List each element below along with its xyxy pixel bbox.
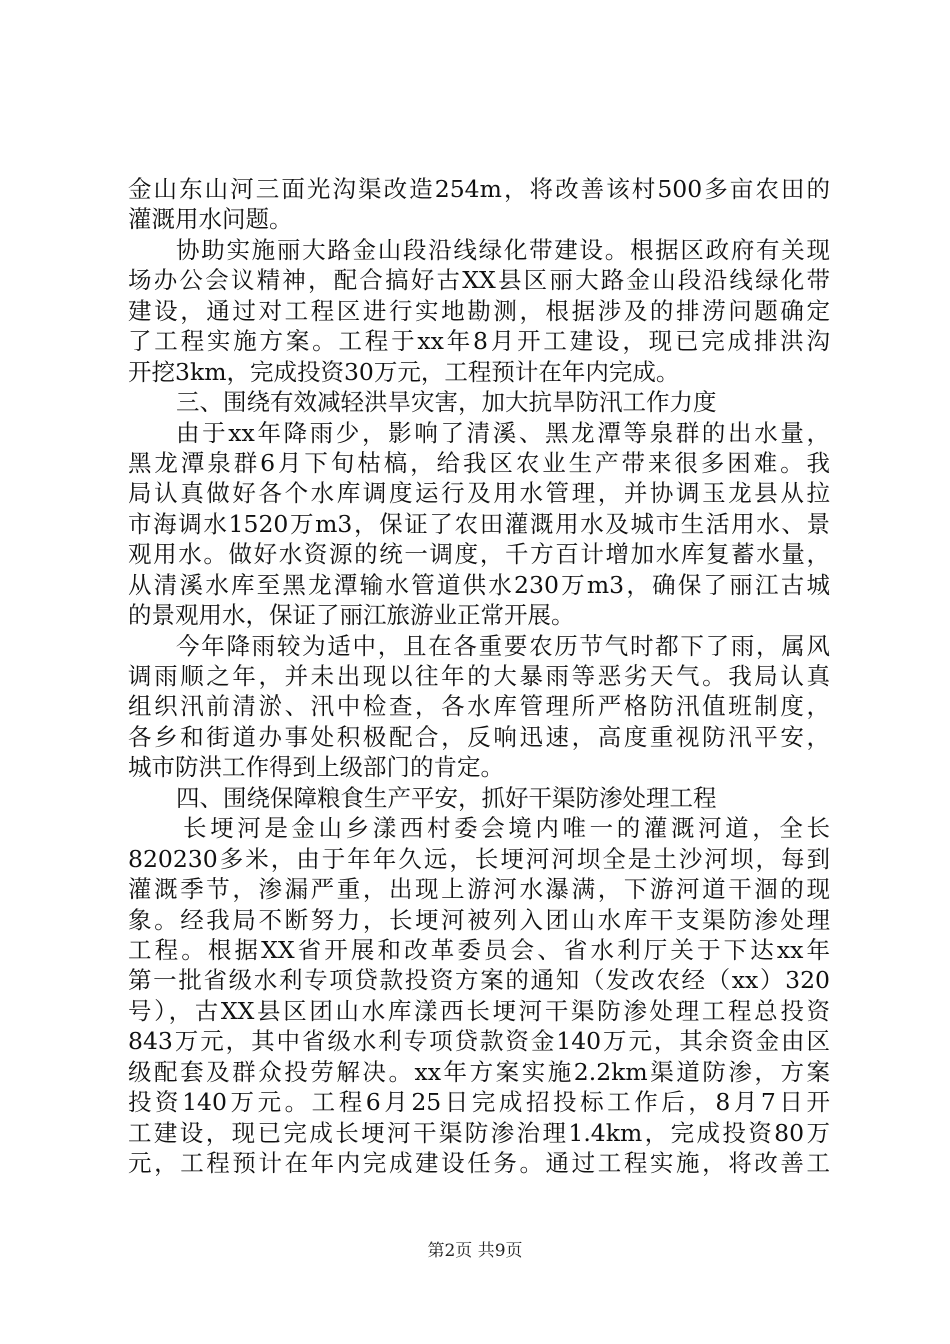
text-line: 工建设，现已完成长埂河干渠防渗治理1.4km，完成投资80万	[128, 1118, 830, 1147]
text-line: 工程。根据XX省开展和改革委员会、省水利厅关于下达xx年	[128, 935, 830, 964]
text-line: 第一批省级水利专项贷款投资方案的通知（发改农经（xx）320	[128, 966, 830, 995]
text-line: 的景观用水，保证了丽江旅游业正常开展。	[128, 601, 575, 630]
text-line: 观用水。做好水资源的统一调度，千方百计增加水库复蓄水量，	[128, 540, 830, 569]
text-line: 820230多米，由于年年久远，长埂河河坝全是土沙河坝，每到	[128, 844, 830, 873]
text-line: 象。经我局不断努力，长埂河被列入团山水库干支渠防渗处理	[128, 905, 830, 934]
text-line: 投资140万元。工程6月25日完成招投标工作后，8月7日开	[128, 1088, 830, 1117]
text-line: 局认真做好各个水库调度运行及用水管理，并协调玉龙县从拉	[128, 479, 830, 508]
text-line: 场办公会议精神，配合搞好古XX县区丽大路金山段沿线绿化带	[128, 266, 830, 295]
section-heading: 四、围绕保障粮食生产平安，抓好干渠防渗处理工程	[176, 783, 717, 812]
text-line: 调雨顺之年，并未出现以往年的大暴雨等恶劣天气。我局认真	[128, 662, 830, 690]
text-line: 灌溉用水问题。	[128, 205, 293, 234]
text-line: 建设，通过对工程区进行实地勘测，根据涉及的排涝问题确定	[128, 296, 830, 325]
text-line: 了工程实施方案。工程于xx年8月开工建设，现已完成排洪沟	[128, 327, 830, 356]
text-line: 金山东山河三面光沟渠改造254m，将改善该村500多亩农田的	[128, 175, 830, 203]
text-line: 城市防洪工作得到上级部门的肯定。	[128, 753, 504, 782]
paragraph-start-line: 协助实施丽大路金山段沿线绿化带建设。根据区政府有关现	[176, 235, 830, 264]
text-line: 843万元，其中省级水利专项贷款资金140万元，其余资金由区	[128, 1027, 830, 1056]
text-line: 从清溪水库至黑龙潭输水管道供水230万m3，确保了丽江古城	[128, 570, 830, 599]
text-line: 黑龙潭泉群6月下旬枯槁，给我区农业生产带来很多困难。我	[128, 448, 830, 477]
text-line: 各乡和街道办事处积极配合，反响迅速，高度重视防汛平安，	[128, 722, 830, 751]
document-body	[128, 174, 830, 1178]
text-line: 开挖3km，完成投资30万元，工程预计在年内完成。	[128, 357, 680, 386]
paragraph-start-line: 长埂河是金山乡漾西村委会境内唯一的灌溉河道，全长	[183, 814, 830, 843]
paragraph-start-line: 由于xx年降雨少，影响了清溪、黑龙潭等泉群的出水量，	[176, 418, 830, 447]
section-heading: 三、围绕有效减轻洪旱灾害，加大抗旱防汛工作力度	[176, 388, 717, 417]
text-line: 级配套及群众投劳解决。xx年方案实施2.2km渠道防渗，方案	[128, 1057, 830, 1086]
text-line: 号），古XX县区团山水库漾西长埂河干渠防渗处理工程总投资	[128, 996, 830, 1025]
paragraph-start-line: 今年降雨较为适中，且在各重要农历节气时都下了雨，属风	[176, 631, 830, 660]
text-line: 元，工程预计在年内完成建设任务。通过工程实施，将改善工	[128, 1149, 830, 1177]
text-line: 组织汛前清淤、汛中检查，各水库管理所严格防汛值班制度，	[128, 692, 830, 721]
text-line: 灌溉季节，渗漏严重，出现上游河水瀑满，下游河道干涸的现	[128, 875, 830, 904]
text-line: 市海调水1520万m3，保证了农田灌溉用水及城市生活用水、景	[128, 509, 830, 538]
page-number-footer: 第2页 共9页	[427, 1241, 523, 1261]
